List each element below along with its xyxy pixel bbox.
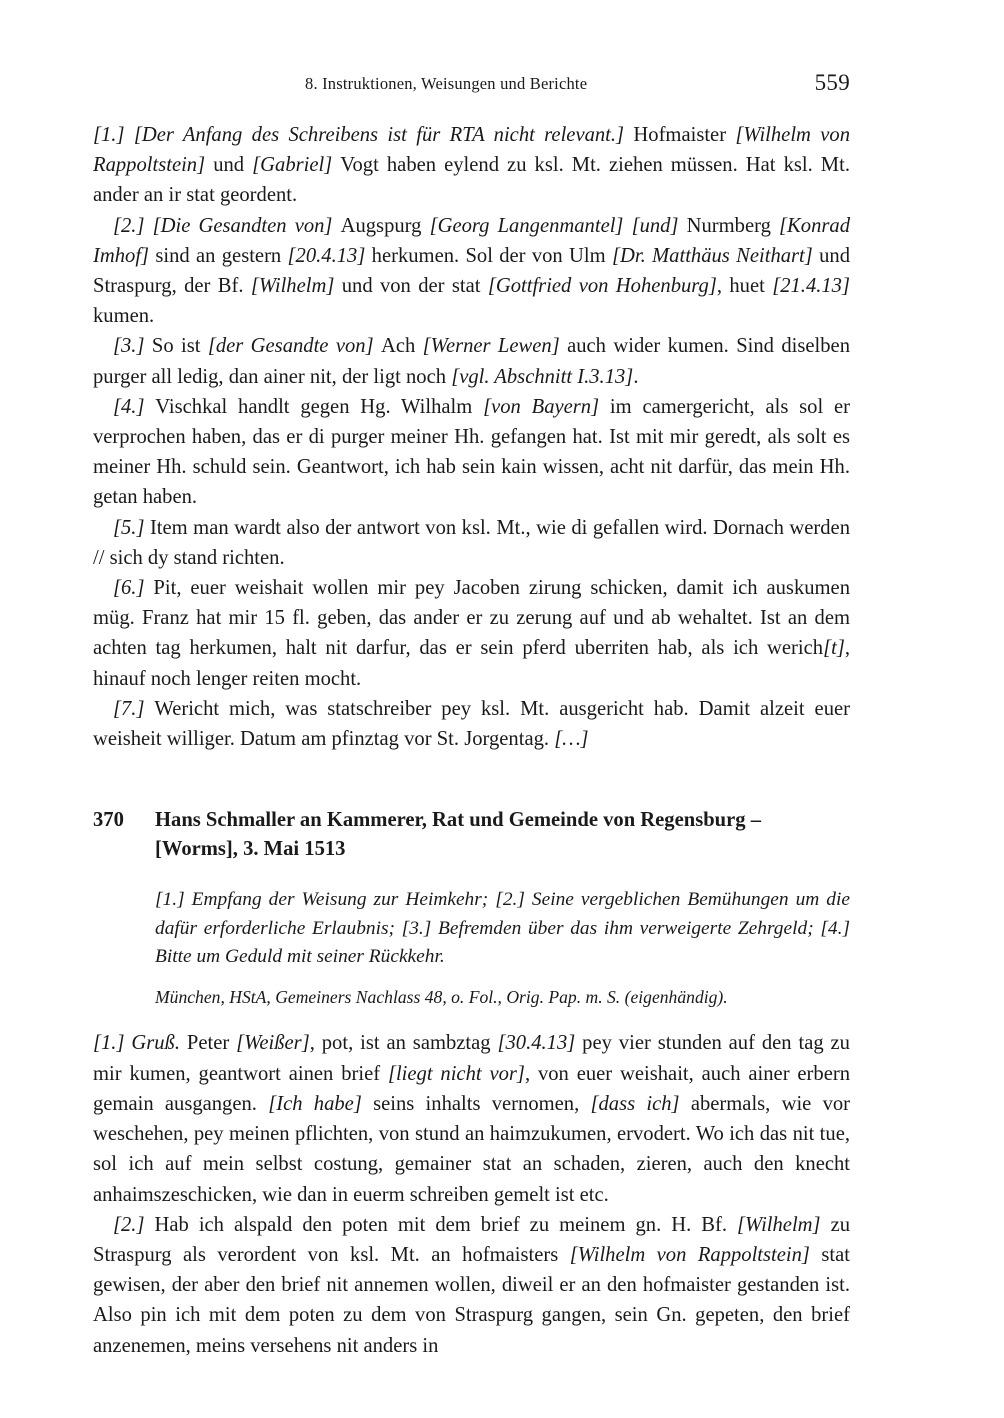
editorial-insertion: [Weißer] [236, 1032, 310, 1055]
editorial-insertion: [Georg Langenmantel] [und] [429, 214, 687, 237]
editorial-insertion: [Werner Lewen] [422, 335, 568, 358]
source-text: stat gewisen, der aber den brief nit annemen wollen, diweil er an den hofmaister gestanden ist. Also pin ich mit dem poten zu dem von Straspurg gangen, sein Gn. gepeten, den brief anzenemen, meins versehens nit anders in [93, 1243, 850, 1357]
source-text: . [633, 365, 639, 388]
editorial-insertion: [1.] Gruß. [93, 1032, 187, 1055]
paragraph [93, 211, 850, 332]
source-text: pey vier stunden auf den tag zu mir kumen, geantwort ainen brief [93, 1032, 850, 1085]
editorial-insertion: [vgl. Abschnitt I.3.13] [451, 365, 634, 388]
source-text: und von der stat [341, 275, 488, 298]
source-text: Vischkal handlt gegen Hg. Wilhalm [155, 395, 484, 418]
regest-block [93, 886, 850, 1010]
source-text: kumen. [93, 305, 155, 328]
source-text: Hab ich alspald den poten mit dem brief zu meinem gn. H. Bf. [154, 1213, 738, 1236]
source-text: , huet [716, 275, 773, 298]
source-text: Hofmaister [633, 124, 736, 146]
source-text: So ist [151, 335, 208, 358]
editorial-insertion: [Wilhelm] [737, 1213, 831, 1236]
source-text: abermals, wie vor weschehen, pey meinen pflichten, von stund an haimzukumen, ervodert. Wo ich das nit tue, sol ich auf mein selbst costung, gemainer stat an schaden, zieren, auch den knecht anhaimszeschicken, wie dan in euerm schreiben gemelt ist etc. [93, 1092, 851, 1206]
section-number: 370 [93, 809, 124, 832]
paragraph [93, 694, 850, 754]
editorial-insertion: [Gabriel] [252, 154, 341, 177]
editorial-insertion: [3.] [113, 335, 152, 358]
source-text: seins inhalts vernomen, [373, 1092, 591, 1115]
editorial-insertion: [Wilhelm] [250, 275, 342, 298]
editorial-insertion: [Gottfried von Hohenburg] [487, 275, 717, 298]
source-text: , pot, ist an sambztag [309, 1032, 498, 1055]
editorial-insertion: [4.] [113, 395, 156, 418]
document-2-body [93, 1028, 850, 1360]
source-text: Augspurg [340, 214, 430, 237]
section-title-line-2: [Worms], 3. Mai 1513 [155, 838, 346, 861]
source-text: Ach [380, 335, 423, 358]
source-text: , hinauf noch lenger reiten mocht. [93, 637, 850, 690]
section-heading [93, 806, 850, 864]
editorial-insertion: [Dr. Matthäus Neithart] [611, 244, 820, 267]
editorial-insertion: [21.4.13] [772, 275, 850, 298]
paragraph [93, 573, 850, 694]
editorial-insertion: [20.4.13] [287, 244, 372, 267]
editorial-insertion: […] [554, 728, 589, 751]
regest-summary: [1.] Empfang der Weisung zur Heimkehr; [2.] Seine vergeblichen Bemühungen um die dafür erforderliche Erlaubnis; [3.] Befremden über das ihm verweigerte Zehrgeld; [4.] Bitte um Geduld mit seiner Rückkehr. [155, 889, 850, 968]
page-number: 559 [814, 70, 850, 95]
editorial-insertion: [Wilhelm von Rappoltstein] [569, 1243, 822, 1266]
source-text: Wericht mich, was statschreiber pey ksl. Mt. ausgericht hab. Damit alzeit euer weisheit williger. Datum am pfinztag vor St. Jorgentag. [93, 697, 850, 751]
paragraph [93, 331, 850, 391]
source-text: Peter [186, 1032, 237, 1055]
editorial-insertion: [30.4.13] [497, 1032, 583, 1055]
editorial-insertion: [von Bayern] [483, 395, 610, 418]
source-text: zu Straspurg als verordent von ksl. Mt. an hofmaisters [93, 1213, 851, 1266]
source-text: Pit, euer weishait wollen mir pey Jacoben zirung schicken, damit ich auskumen müg. Franz hat mir 15 fl. geben, das ander er zu zerung auf und ab wehaltet. Ist an dem achten tag herkumen, halt nit darfur, das er sein pferd uberriten hab, als ich werich [93, 577, 850, 660]
source-text: Nurmberg [686, 214, 780, 237]
page-content [93, 0, 850, 1361]
editorial-insertion: [dass ich] [590, 1092, 691, 1115]
source-text: auch wider kumen. Sind diselben purger all ledig, dan ainer nit, der ligt noch [93, 335, 850, 388]
paragraph [93, 392, 850, 513]
editorial-insertion: [7.] [113, 697, 155, 720]
paragraph [93, 513, 850, 573]
source-text: herkumen. Sol der von Ulm [371, 244, 612, 267]
source-text: und [213, 154, 253, 177]
regest-source-reference: München, HStA, Gemeiners Nachlass 48, o. Fol., Orig. Pap. m. S. (eigenhändig). [155, 987, 728, 1008]
paragraph [93, 120, 850, 211]
editorial-insertion: [Konrad Imhof] [93, 214, 850, 267]
paragraph [93, 1210, 850, 1361]
editorial-insertion: [Ich habe] [268, 1092, 374, 1115]
editorial-insertion: [5.] [113, 516, 150, 539]
source-text: und Straspurg, der Bf. [93, 244, 850, 298]
running-head [93, 70, 850, 114]
editorial-insertion: [2.] [Die Gesandten von] [113, 214, 341, 237]
editorial-insertion: [t] [823, 637, 845, 660]
source-text: , von euer weishait, auch ainer erbern gemain ausgangen. [93, 1062, 851, 1115]
running-head-chapter-title: 8. Instruktionen, Weisungen und Berichte [305, 74, 588, 93]
editorial-insertion: [Wilhelm von Rappoltstein] [93, 124, 850, 177]
source-text: sind an gestern [155, 244, 288, 267]
editorial-insertion: [1.] [Der Anfang des Schreibens ist für RTA nicht relevant.] [93, 124, 634, 146]
editorial-insertion: [liegt nicht vor] [387, 1062, 525, 1085]
source-text: im camergericht, als sol er verprochen haben, das er di purger meiner Hh. gefangen hat. Ist mit mir geredt, als solt es meiner Hh. schuld sein. Geantwort, ich hab sein kain wissen, acht nit darfür, das mein Hh. getan haben. [93, 395, 850, 509]
paragraph [93, 1028, 850, 1209]
editorial-insertion: [2.] [113, 1213, 155, 1236]
editorial-insertion: [6.] [113, 577, 154, 600]
document-1-body [93, 120, 850, 754]
editorial-insertion: [der Gesandte von] [207, 335, 381, 358]
source-text: Item man wardt also der antwort von ksl. Mt., wie di gefallen wird. Dornach werden // sich dy stand richten. [93, 516, 850, 569]
section-title-line-1: Hans Schmaller an Kammerer, Rat und Gemeinde von Regensburg – [155, 809, 762, 832]
source-text: Vogt haben eylend zu ksl. Mt. ziehen müssen. Hat ksl. Mt. ander an ir stat geordent. [93, 154, 850, 207]
